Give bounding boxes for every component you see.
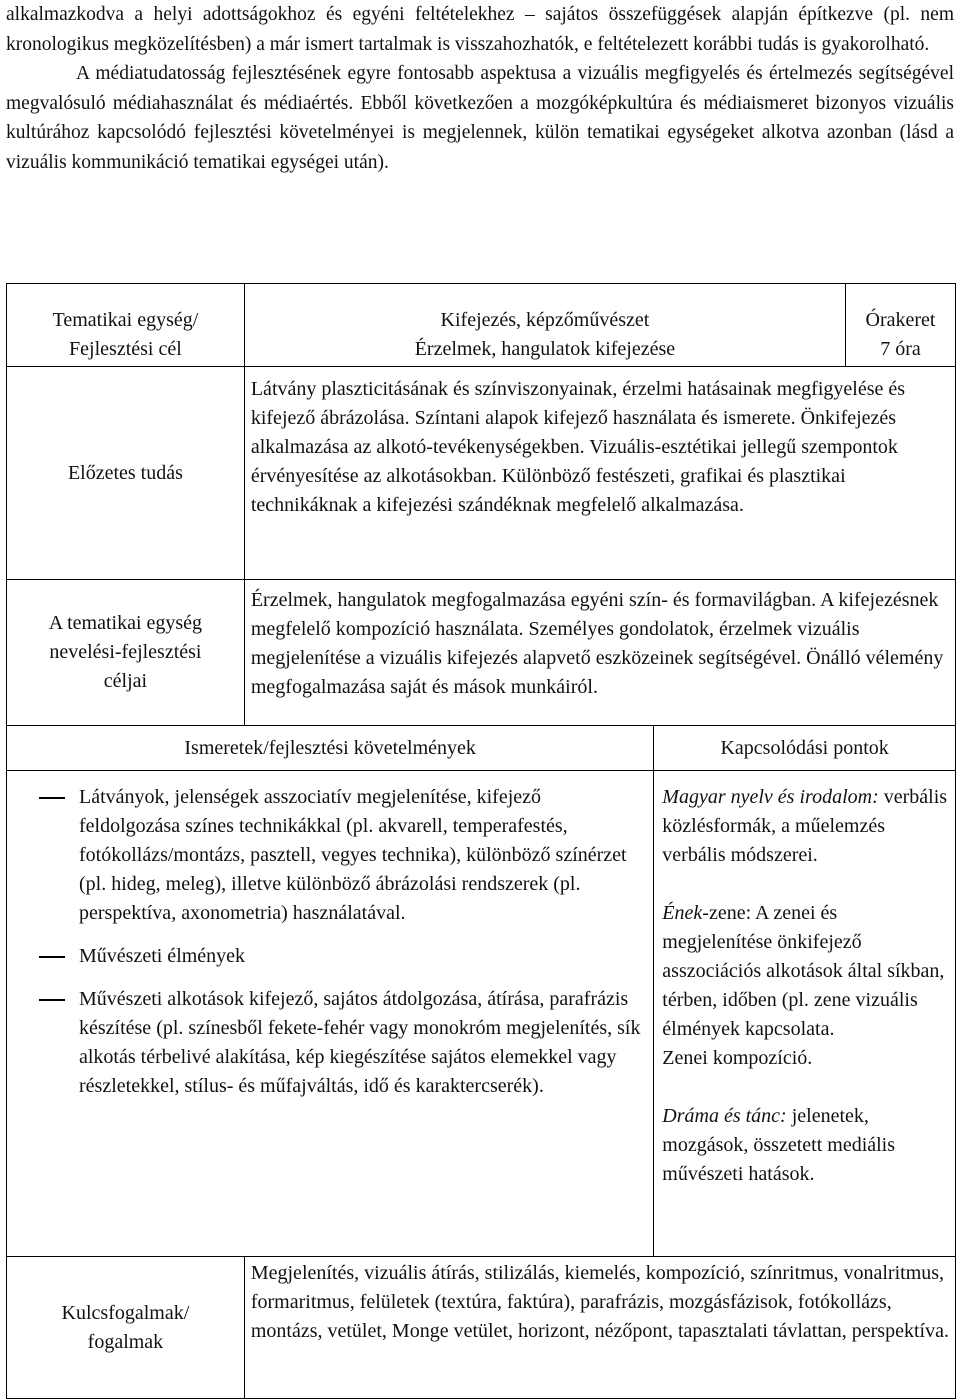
requirements-list-cell: [7, 771, 654, 1257]
keywords-label-line1: Kulcsfogalmak/: [61, 1301, 190, 1324]
requirements-header-row: [7, 726, 956, 771]
requirement-item: Látványok, jelenségek asszociatív megjelenítése, kifejező feldolgozása színes technikákkal (pl. akvarell, temperafestés, fotókollázs/montázs, pasztell, vegyes technika), különböző színérzet (pl. hideg, meleg), illetve különböző ábrázolási rendszerek (pl. perspektíva, axonometria) használatával.: [7, 783, 643, 928]
connection-drama-title: Dráma és tánc:: [662, 1105, 787, 1127]
connection-block-hungarian: [662, 783, 949, 870]
connection-hungarian-title: Magyar nyelv és irodalom:: [662, 786, 879, 808]
intro-paragraph-1: alkalmazkodva a helyi adottságokhoz és egyéni feltételekhez – sajátos összefüggések alapján építkezve (pl. nem kronologikus megközelítésben) a már ismert tartalmak is visszahozhatók, e feltételezett korábbi tudás is gyakorolható.: [6, 4, 954, 55]
intro-paragraph-2: A médiatudatosság fejlesztésének egyre fontosabb aspektusa a vizuális megfigyelés és értelmezés segítségével megvalósuló médiahasználat és médiaértés. Ebből következően a mozgóképkultúra és médiaismeret bizonyos vizuális kultúrához kapcsolódó fejlesztési követelményei is megjelennek, külön tematikai egységeket alkotva azonban (lásd a vizuális kommunikáció tematikai egységei után).: [6, 63, 954, 173]
connections-cell: [654, 771, 956, 1257]
prior-knowledge-label: Előzetes tudás: [67, 461, 183, 484]
prior-knowledge-label-cell: [7, 367, 245, 580]
prior-knowledge-text: Látvány plaszticitásának és színviszonyainak, érzelmi hatásainak megfigyelése és kifejező ábrázolása. Színtani alapok kifejező használata és ismerete. Önkifejezés alkalmazása az alkotó-tevékenységekben. Vizuális-esztétikai jellegű szempontok érvényesítése az alkotásokban. Különböző festészeti, grafikai és plasztikai technikáknak a kifejezési szándéknak megfelelő alkalmazása.: [250, 378, 906, 516]
connections-header: Kapcsolódási pontok: [720, 736, 889, 759]
connection-drama-text: jelenetek, mozgások, összetett mediális művészeti hatások.: [662, 1105, 896, 1185]
connections-header-cell: [654, 726, 956, 771]
goals-row: [7, 580, 956, 726]
keywords-text: Megjelenítés, vizuális átírás, stilizálás, kiemelés, kompozíció, színritmus, vonalritmus, formaritmus, felületek (textúra, faktúra), parafrázis, mozgásfázisok, fotókollázs, montázs, vetület, Monge vetület, horizont, nézőpont, tapasztalati távlattan, perspektíva.: [250, 1262, 949, 1342]
goals-text-cell: [244, 580, 955, 726]
connection-music-composition: Zenei kompozíció.: [662, 1047, 813, 1069]
goals-label-line3: céljai: [103, 670, 148, 692]
header-unit-line1: Tematikai egység/: [52, 309, 199, 331]
connection-block-drama: [662, 1102, 949, 1189]
header-topic-line2: Érzelmek, hangulatok kifejezése: [414, 338, 676, 360]
header-row: [7, 284, 956, 367]
prior-knowledge-text-cell: [244, 367, 955, 580]
header-topic-cell: [244, 284, 845, 367]
requirements-list: [7, 783, 643, 1101]
header-hours-line2: 7 óra: [880, 338, 921, 360]
prior-knowledge-row: [7, 367, 956, 580]
requirement-item: Művészeti alkotások kifejező, sajátos átdolgozása, átírása, parafrázis készítése (pl. színesből fekete-fehér vagy monokróm megjelenítés, sík alkotás térbelivé alakítása, kép kiegészítése sajátos elemekkel vagy részletekkel, stílus- és műfajváltás, idő és karaktercserék).: [7, 985, 643, 1101]
connection-music-text: -zene: A zenei és megjelenítése önkifejező asszociációs alkotások által síkban, térben, időben (pl. zene vizuális élmények kapcsolata.: [662, 902, 945, 1040]
intro-text: [6, 0, 954, 177]
header-unit-line2: Fejlesztési cél: [69, 338, 182, 360]
header-hours-line1: Órakeret: [865, 309, 936, 331]
requirement-item: Művészeti élmények: [7, 942, 643, 971]
goals-label-cell: [7, 580, 245, 726]
connection-hungarian-text: verbális közlésformák, a műelemzés verbális módszerei.: [662, 786, 948, 866]
connection-block-music: [662, 899, 949, 1044]
connection-music-title: Ének: [662, 902, 703, 924]
curriculum-table: [6, 283, 956, 1399]
requirements-header: Ismeretek/fejlesztési követelmények: [184, 736, 476, 759]
keywords-row: [7, 1257, 956, 1399]
keywords-label-cell: [7, 1257, 245, 1399]
requirements-header-cell: [7, 726, 654, 771]
header-hours-cell: [846, 284, 956, 367]
goals-text: Érzelmek, hangulatok megfogalmazása egyéni szín- és formavilágban. A kifejezésnek megfelelő kompozíció használata. Személyes gondolatok, érzelmek vizuális megjelenítése a vizuális kifejezés alapvető eszközeinek segítségével. Önálló vélemény megfogalmazása saját és mások munkáiról.: [250, 589, 944, 698]
header-topic-line1: Kifejezés, képzőművészet: [440, 309, 650, 331]
goals-label-line1: A tematikai egység: [48, 612, 203, 634]
goals-label-line2: nevelési-fejlesztési: [49, 641, 202, 663]
keywords-text-cell: [244, 1257, 955, 1399]
requirements-row: [7, 771, 956, 1257]
header-unit-cell: [7, 284, 245, 367]
keywords-label-line2: fogalmak: [87, 1330, 164, 1353]
